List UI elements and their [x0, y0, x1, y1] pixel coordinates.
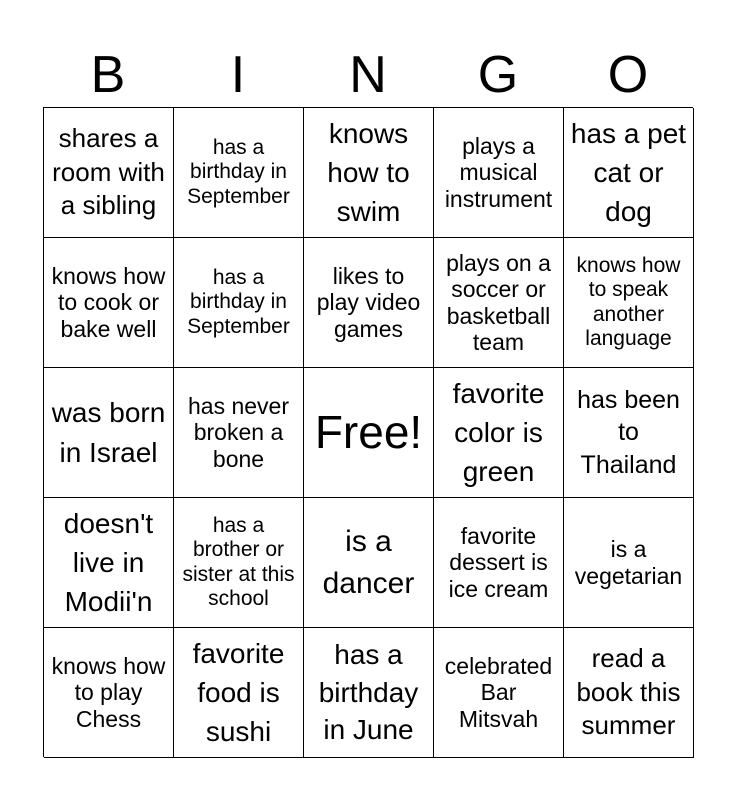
bingo-cell[interactable]: knows how to swim [304, 108, 434, 238]
bingo-cell[interactable]: is a dancer [304, 498, 434, 628]
bingo-cell[interactable]: has been to Thailand [564, 368, 694, 498]
free-space-cell[interactable]: Free! [304, 368, 434, 498]
bingo-cell[interactable]: knows how to speak another language [564, 238, 694, 368]
bingo-cell[interactable]: shares a room with a sibling [44, 108, 174, 238]
header-letter-i: I [230, 46, 246, 104]
bingo-cell[interactable]: likes to play video games [304, 238, 434, 368]
bingo-cell[interactable]: has a birthday in June [304, 628, 434, 758]
header-letter-g: G [477, 46, 519, 104]
bingo-cell[interactable]: favorite color is green [434, 368, 564, 498]
header-letter-o: O [607, 46, 649, 104]
bingo-cell[interactable]: plays on a soccer or basketball team [434, 238, 564, 368]
bingo-cell[interactable]: was born in Israel [44, 368, 174, 498]
bingo-cell[interactable]: has a birthday in September [174, 108, 304, 238]
bingo-cell[interactable]: has never broken a bone [174, 368, 304, 498]
bingo-card-grid [43, 107, 693, 757]
bingo-cell[interactable]: has a pet cat or dog [564, 108, 694, 238]
bingo-cell[interactable]: knows how to play Chess [44, 628, 174, 758]
bingo-cell[interactable]: doesn't live in Modii'n [44, 498, 174, 628]
header-letter-b: B [90, 46, 126, 104]
bingo-cell[interactable]: knows how to cook or bake well [44, 238, 174, 368]
bingo-header [43, 44, 693, 106]
bingo-cell[interactable]: plays a musical instrument [434, 108, 564, 238]
bingo-cell[interactable]: read a book this summer [564, 628, 694, 758]
bingo-cell[interactable]: favorite dessert is ice cream [434, 498, 564, 628]
bingo-cell[interactable]: favorite food is sushi [174, 628, 304, 758]
bingo-cell[interactable]: celebrated Bar Mitsvah [434, 628, 564, 758]
bingo-cell[interactable]: is a vegetarian [564, 498, 694, 628]
bingo-cell[interactable]: has a brother or sister at this school [174, 498, 304, 628]
header-letter-n: N [349, 46, 387, 104]
bingo-cell[interactable]: has a birthday in September [174, 238, 304, 368]
